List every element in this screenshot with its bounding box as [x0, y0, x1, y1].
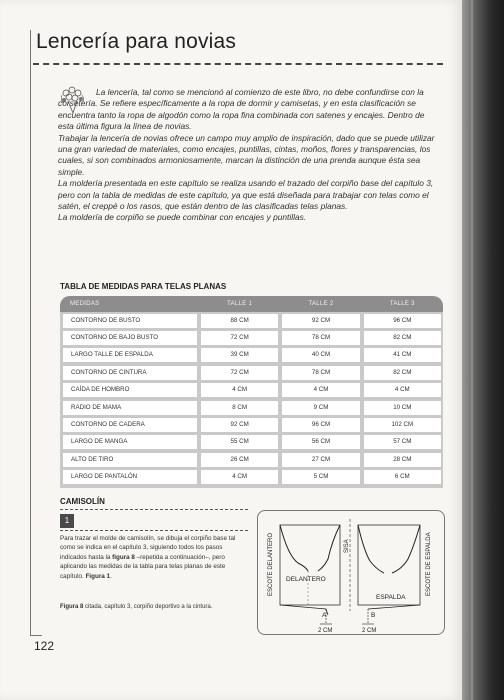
measure-value-cell: [199, 434, 280, 451]
text-run: .: [110, 572, 112, 580]
measure-value-cell: [199, 399, 280, 416]
cell-text: 4 CM: [364, 383, 441, 397]
cell-text: 72 CM: [201, 331, 278, 345]
measure-right-label: 2 CM: [362, 628, 377, 634]
measure-value-cell: [280, 312, 361, 329]
cell-text: CONTORNO DE BUSTO: [63, 314, 197, 328]
cell-text: 5 CM: [282, 470, 359, 484]
cell-text: 96 CM: [364, 314, 441, 328]
paragraph: La lencería, tal como se mencionó al comienzo de este libro, no debe confundirse con la corsetería. Se refiere específicamente a la ropa de dormir y camisetas, y en esta clasificación se encuentra tanto la ropa de algodón como la ropa fina combinada con satenes y encajes. Dentro de esta última figura la línea de novias.: [58, 87, 425, 132]
paragraph: Trabajar la lencería de novias ofrece un campo muy amplio de inspiración, dado que se puede utilizar una gran variedad de materiales, como encajes, puntillas, cintas, moños, flores y transparencias, los cuales, si son combinados armoniosamente, marcan la distinción de una prenda aunque ésta sea simple.: [58, 132, 435, 177]
measure-value-cell: [362, 416, 443, 433]
caption-figure: Figura 8: [60, 604, 84, 610]
table-row: [60, 347, 443, 364]
measure-name-cell: [60, 434, 199, 451]
measure-value-cell: [199, 416, 280, 433]
measure-value-cell: [280, 399, 361, 416]
table-row: [60, 312, 443, 329]
cell-text: 82 CM: [364, 331, 441, 345]
cell-text: 88 CM: [201, 314, 278, 328]
measure-value-cell: [199, 364, 280, 381]
measure-value-cell: [199, 451, 280, 468]
measure-value-cell: [362, 364, 443, 381]
measure-name-cell: [60, 312, 199, 329]
cell-text: CONTORNO DE CADERA: [63, 418, 197, 432]
section-divider: [60, 509, 248, 510]
cell-text: 78 CM: [282, 366, 359, 380]
step-divider: [60, 530, 248, 531]
escote-delantero-label: ESCOTE DELANTERO: [268, 532, 274, 596]
cell-text: 82 CM: [364, 366, 441, 380]
cell-text: 28 CM: [364, 453, 441, 467]
measure-value-cell: [362, 434, 443, 451]
measure-name-cell: [60, 382, 199, 399]
paragraph: La moldería de corpiño se puede combinar con encajes y puntillas.: [58, 212, 307, 223]
measure-name-cell: [60, 469, 199, 486]
table-row: [60, 451, 443, 468]
measure-left-label: 2 CM: [318, 628, 333, 634]
cell-text: 4 CM: [201, 383, 278, 397]
measure-value-cell: [199, 469, 280, 486]
measure-name-cell: [60, 399, 199, 416]
cell-text: 92 CM: [201, 418, 278, 432]
table-header: TALLE 1: [199, 296, 280, 312]
figure-caption: [60, 604, 260, 610]
paragraph: La moldería presentada en este capítulo se realiza usando el trazado del corpiño base del capítulo 3, pero con la tabla de medidas de este capítulo, ya que está diseñada para trabajar con telas como el satén, el creppé o los rasos, que están dentro de las clasificadas telas planas.: [58, 178, 434, 212]
table-header: MEDIDAS: [60, 296, 199, 312]
measure-value-cell: [362, 347, 443, 364]
measure-value-cell: [280, 451, 361, 468]
measure-name-cell: [60, 416, 199, 433]
page-title: Lencería para novias: [36, 30, 237, 53]
cell-text: CONTORNO DE CINTURA: [63, 366, 197, 380]
caption-text: citada, capítulo 3, corpiño deportivo a la cintura.: [83, 604, 213, 610]
margin-rule: [30, 30, 31, 635]
pattern-diagram: [257, 510, 445, 635]
cell-text: LARGO DE PANTALÓN: [63, 470, 197, 484]
table-row: [60, 434, 443, 451]
cell-text: 4 CM: [282, 383, 359, 397]
cell-text: 72 CM: [201, 366, 278, 380]
figure-ref: figura 8: [112, 553, 135, 561]
measure-value-cell: [280, 347, 361, 364]
measure-value-cell: [362, 329, 443, 346]
text-run: Para trazar el molde de camisolín, se dibuja el corpiño base tal como se indica en el capítulo 3, siguiendo todos los pasos indicados hasta la: [60, 535, 236, 561]
measure-value-cell: [199, 382, 280, 399]
cell-text: LARGO DE MANGA: [63, 435, 197, 449]
cell-text: 40 CM: [282, 348, 359, 362]
escote-espalda-label: ESCOTE DE ESPALDA: [426, 532, 432, 596]
measure-value-cell: [280, 329, 361, 346]
text-run: –repetida a continuación–, pero aplicando las medidas de la tabla para telas planas de este capítulo.: [60, 553, 226, 580]
figure-ref: Figura 1: [85, 572, 111, 580]
step-instructions: [60, 534, 250, 581]
delantero-label: DELANTERO: [286, 576, 326, 583]
measure-value-cell: [362, 312, 443, 329]
book-binding: [462, 0, 504, 700]
table-header: TALLE 2: [280, 296, 361, 312]
table-row: [60, 416, 443, 433]
page-number-rule: [30, 635, 42, 636]
cell-text: LARGO TALLE DE ESPALDA: [63, 348, 197, 362]
measurements-table: [60, 296, 443, 488]
measure-name-cell: [60, 347, 199, 364]
point-b-label: B: [371, 612, 376, 619]
measure-value-cell: [280, 382, 361, 399]
measure-name-cell: [60, 329, 199, 346]
table-row: [60, 382, 443, 399]
cell-text: 41 CM: [364, 348, 441, 362]
cell-text: 8 CM: [201, 401, 278, 415]
cell-text: 92 CM: [282, 314, 359, 328]
table-row: [60, 399, 443, 416]
espalda-label: ESPALDA: [376, 594, 406, 601]
table-title: TABLA DE MEDIDAS PARA TELAS PLANAS: [60, 282, 227, 291]
measure-value-cell: [280, 416, 361, 433]
point-a-label: A: [322, 612, 327, 619]
binding-highlight: [470, 0, 474, 700]
measure-name-cell: [60, 451, 199, 468]
cell-text: 55 CM: [201, 435, 278, 449]
measure-value-cell: [280, 469, 361, 486]
measure-value-cell: [280, 364, 361, 381]
cell-text: CAÍDA DE HOMBRO: [63, 383, 197, 397]
sisa-label: SISA: [344, 539, 350, 553]
measure-value-cell: [362, 469, 443, 486]
measure-name-cell: [60, 364, 199, 381]
page-number: 122: [34, 639, 55, 653]
step-number: 1: [60, 514, 74, 528]
measure-value-cell: [199, 329, 280, 346]
cell-text: 10 CM: [364, 401, 441, 415]
cell-text: ALTO DE TIRO: [63, 453, 197, 467]
cell-text: 4 CM: [201, 470, 278, 484]
cell-text: CONTORNO DE BAJO BUSTO: [63, 331, 197, 345]
measure-value-cell: [362, 399, 443, 416]
measure-value-cell: [362, 451, 443, 468]
pattern-drawing: [258, 511, 444, 634]
table-row: [60, 364, 443, 381]
measure-value-cell: [362, 382, 443, 399]
cell-text: 9 CM: [282, 401, 359, 415]
table-header: TALLE 3: [362, 296, 443, 312]
cell-text: 26 CM: [201, 453, 278, 467]
cell-text: RADIO DE MAMA: [63, 401, 197, 415]
measure-value-cell: [199, 347, 280, 364]
cell-text: 57 CM: [364, 435, 441, 449]
table-row: [60, 329, 443, 346]
measure-value-cell: [280, 434, 361, 451]
cell-text: 27 CM: [282, 453, 359, 467]
cell-text: 6 CM: [364, 470, 441, 484]
cell-text: 78 CM: [282, 331, 359, 345]
intro-text: [58, 87, 438, 224]
cell-text: 39 CM: [201, 348, 278, 362]
cell-text: 96 CM: [282, 418, 359, 432]
measure-value-cell: [199, 312, 280, 329]
section-title: CAMISOLÍN: [60, 497, 105, 506]
title-divider: [33, 63, 443, 65]
cell-text: 56 CM: [282, 435, 359, 449]
cell-text: 102 CM: [364, 418, 441, 432]
table-row: [60, 469, 443, 486]
